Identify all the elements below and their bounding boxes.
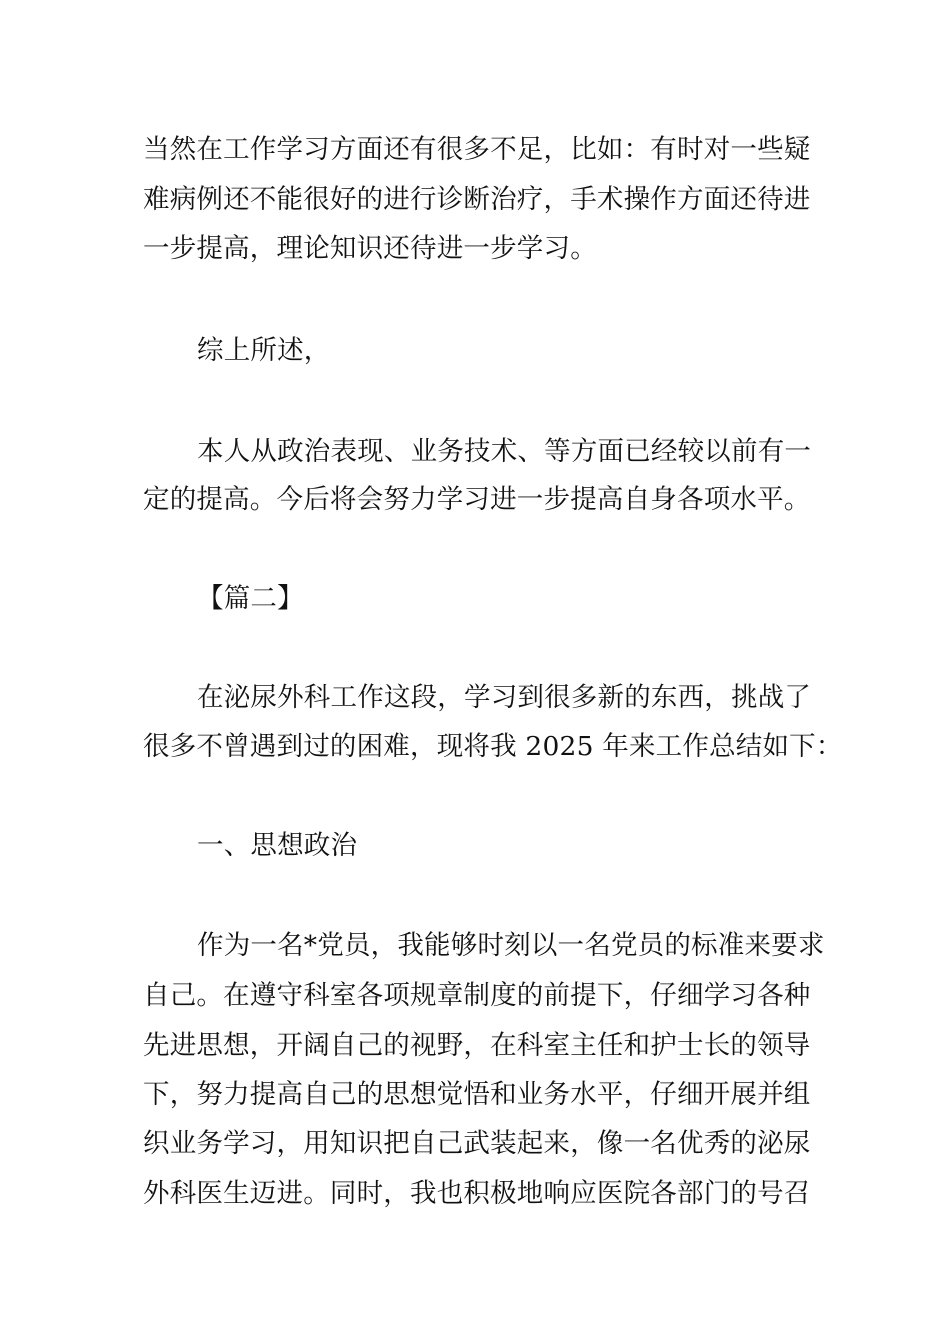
- paragraph-2-line-1: 综上所述，: [197, 335, 331, 366]
- section-heading-ideology-politics: 一、思想政治: [197, 830, 358, 861]
- paragraph-5-line-2: 很多不曾遇到过的困难，现将我 2025 年来工作总结如下：: [143, 731, 843, 762]
- section-heading-part-two: 【篇二】: [197, 583, 304, 614]
- paragraph-5-line-1: 在泌尿外科工作这段，学习到很多新的东西，挑战了: [197, 682, 812, 713]
- paragraph-1-line-2: 难病例还不能很好的进行诊断治疗，手术操作方面还待进: [143, 184, 811, 215]
- paragraph-7-line-1: 作为一名*党员，我能够时刻以一名党员的标准来要求: [197, 930, 825, 961]
- paragraph-7-line-4: 下，努力提高自己的思想觉悟和业务水平，仔细开展并组: [143, 1079, 811, 1110]
- paragraph-3-line-1: 本人从政治表现、业务技术、等方面已经较以前有一: [197, 436, 812, 467]
- paragraph-7-line-2: 自己。在遵守科室各项规章制度的前提下，仔细学习各种: [143, 980, 811, 1011]
- paragraph-7-line-6: 外科医生迈进。同时，我也积极地响应医院各部门的号召: [143, 1178, 811, 1209]
- paragraph-7-line-3: 先进思想，开阔自己的视野，在科室主任和护士长的领导: [143, 1030, 811, 1061]
- paragraph-3-line-2: 定的提高。今后将会努力学习进一步提高自身各项水平。: [143, 484, 811, 515]
- paragraph-1-line-3: 一步提高，理论知识还待进一步学习。: [143, 233, 597, 264]
- paragraph-1-line-1: 当然在工作学习方面还有很多不足，比如：有时对一些疑: [143, 134, 811, 165]
- paragraph-7-line-5: 织业务学习，用知识把自己武装起来，像一名优秀的泌尿: [143, 1128, 811, 1159]
